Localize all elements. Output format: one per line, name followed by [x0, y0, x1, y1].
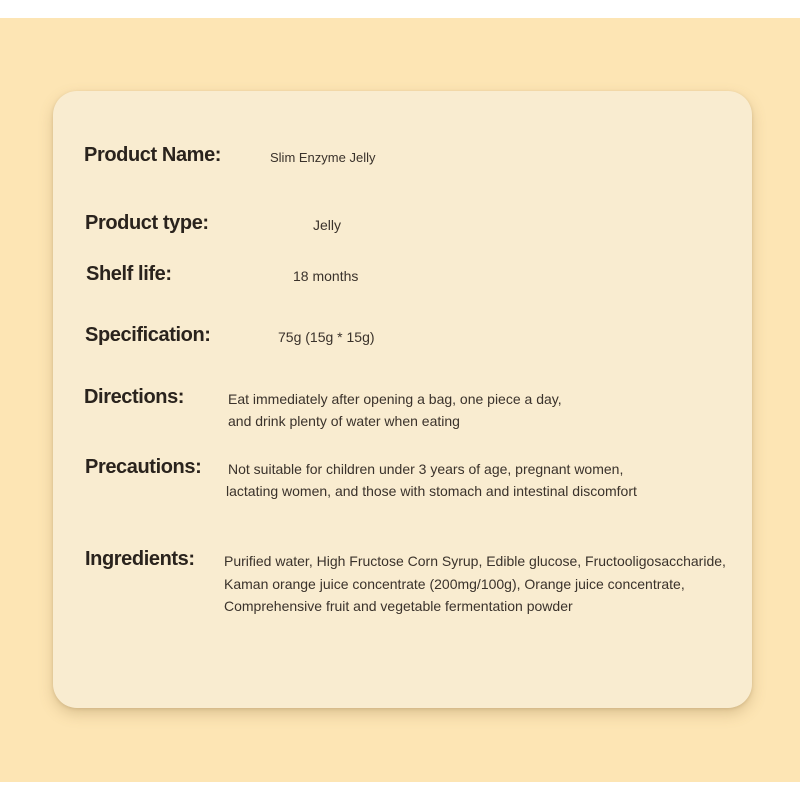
ingredients-value — [224, 550, 726, 618]
directions-line: Eat immediately after opening a bag, one piece a day, — [228, 391, 562, 407]
ingredients-label: Ingredients: — [85, 548, 195, 570]
precautions-label: Precautions: — [85, 456, 202, 478]
shelf-life-value: 18 months — [293, 268, 359, 284]
directions-value — [228, 388, 562, 432]
product-info-card — [53, 91, 752, 708]
product-type-label: Product type: — [85, 212, 209, 234]
directions-label: Directions: — [84, 386, 185, 408]
ingredients-line: Kaman orange juice concentrate (200mg/100g), Orange juice concentrate, — [224, 575, 685, 592]
precautions-value — [226, 458, 637, 502]
specification-label: Specification: — [85, 324, 211, 346]
product-name-value: Slim Enzyme Jelly — [270, 150, 376, 165]
precautions-line: lactating women, and those with stomach and intestinal discomfort — [226, 483, 637, 499]
directions-line: and drink plenty of water when eating — [228, 413, 460, 429]
ingredients-line: Purified water, High Fructose Corn Syrup, Edible glucose, Fructooligosaccharide, — [224, 553, 726, 569]
specification-value: 75g (15g * 15g) — [278, 329, 375, 345]
shelf-life-label: Shelf life: — [86, 263, 172, 285]
precautions-line: Not suitable for children under 3 years of age, pregnant women, — [228, 461, 624, 477]
product-name-label: Product Name: — [84, 144, 222, 166]
ingredients-line: Comprehensive fruit and vegetable fermentation powder — [224, 598, 573, 614]
product-type-value: Jelly — [313, 217, 342, 233]
